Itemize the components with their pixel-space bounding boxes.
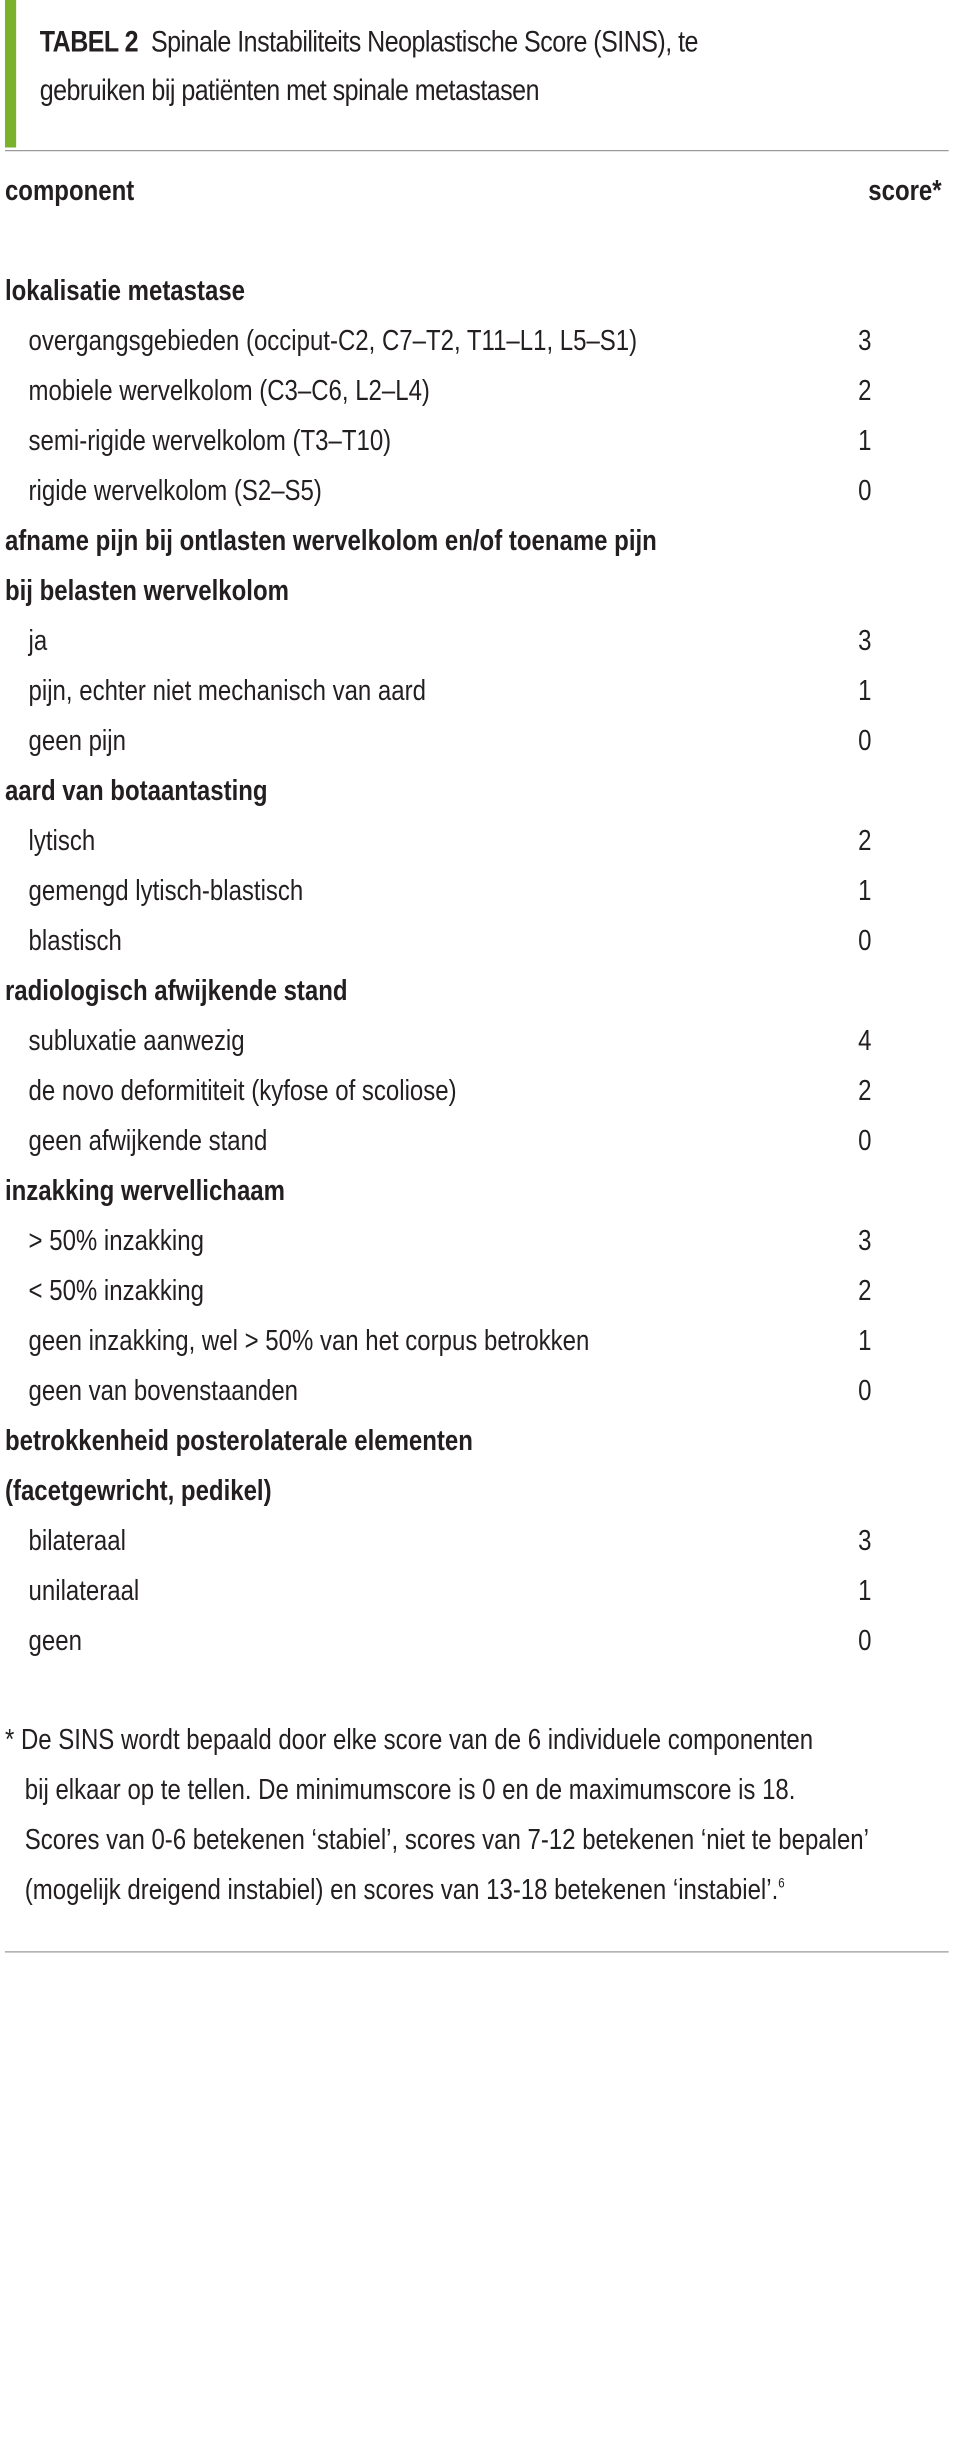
table-row xyxy=(5,815,949,865)
score-value: 1 xyxy=(858,1323,872,1357)
table-row xyxy=(5,315,949,365)
sins-table xyxy=(5,165,949,1665)
table-row xyxy=(5,365,949,415)
table-row xyxy=(5,915,949,965)
score-value: 1 xyxy=(858,873,872,907)
category-label: inzakking wervellichaam xyxy=(4,1173,285,1207)
title-line-2: gebruiken bij patiënten met spinale metastasen xyxy=(39,73,539,108)
component-label: geen afwijkende stand xyxy=(28,1123,268,1157)
table-title xyxy=(40,18,791,116)
score-value: 2 xyxy=(858,823,872,857)
category-row xyxy=(5,765,949,815)
component-label: unilateraal xyxy=(28,1573,140,1607)
table-row xyxy=(5,1265,949,1315)
score-value: 3 xyxy=(858,1223,872,1257)
score-value: 2 xyxy=(858,1273,872,1307)
component-label: > 50% inzakking xyxy=(28,1223,204,1257)
table-row xyxy=(5,465,949,515)
component-label: subluxatie aanwezig xyxy=(28,1023,245,1057)
accent-bar xyxy=(5,0,16,148)
component-label: < 50% inzakking xyxy=(28,1273,204,1307)
component-label: gemengd lytisch-blastisch xyxy=(28,873,304,907)
score-value: 0 xyxy=(858,1373,872,1407)
category-label: betrokkenheid posterolaterale elementen xyxy=(4,1423,473,1457)
component-label: semi-rigide wervelkolom (T3–T10) xyxy=(28,423,392,457)
component-label: de novo deformititeit (kyfose of scoliose) xyxy=(28,1073,457,1107)
component-label: geen xyxy=(28,1623,82,1657)
category-row xyxy=(5,965,949,1015)
category-row xyxy=(5,1465,949,1515)
category-row xyxy=(5,515,949,565)
reference-number: 6 xyxy=(778,1876,785,1892)
category-row xyxy=(5,1165,949,1215)
score-value: 1 xyxy=(858,1573,872,1607)
table-row xyxy=(5,865,949,915)
component-label: geen inzakking, wel > 50% van het corpus betrokken xyxy=(28,1323,590,1357)
table-number: TABEL 2 xyxy=(39,25,139,59)
score-value: 1 xyxy=(858,423,872,457)
footnote-line-2: bij elkaar op te tellen. De minimumscore is 0 en de maximumscore is 18. xyxy=(24,1772,796,1805)
footnote-line-4-text: (mogelijk dreigend instabiel) en scores van 13-18 betekenen ‘instabiel’. xyxy=(24,1872,779,1905)
component-label: mobiele wervelkolom (C3–C6, L2–L4) xyxy=(28,373,430,407)
footnote xyxy=(5,1714,949,1914)
table-body xyxy=(5,265,949,1665)
table-row xyxy=(5,1065,949,1115)
score-value: 3 xyxy=(858,323,872,357)
table-row xyxy=(5,1365,949,1415)
component-label: rigide wervelkolom (S2–S5) xyxy=(28,473,322,507)
category-label: lokalisatie metastase xyxy=(4,273,246,307)
score-value: 0 xyxy=(858,923,872,957)
table-row xyxy=(5,415,949,465)
component-label: geen van bovenstaanden xyxy=(28,1373,299,1407)
score-value: 2 xyxy=(858,373,872,407)
header-spacer xyxy=(5,215,949,265)
bottom-rule xyxy=(5,1951,949,1952)
top-rule xyxy=(5,150,949,151)
category-label: (facetgewricht, pedikel) xyxy=(4,1473,272,1507)
title-text-1: Spinale Instabiliteits Neoplastische Score (SINS), te xyxy=(150,25,698,59)
table-row xyxy=(5,1315,949,1365)
table-row xyxy=(5,1515,949,1565)
table-row xyxy=(5,665,949,715)
category-row xyxy=(5,265,949,315)
title-line-1 xyxy=(40,18,791,67)
column-header-score: score* xyxy=(867,173,942,207)
table-row xyxy=(5,615,949,665)
score-value: 0 xyxy=(858,1123,872,1157)
score-value: 1 xyxy=(858,673,872,707)
score-value: 0 xyxy=(858,723,872,757)
score-value: 2 xyxy=(858,1073,872,1107)
footnote-line-3: Scores van 0-6 betekenen ‘stabiel’, scores van 7-12 betekenen ‘niet te bepalen’ xyxy=(24,1822,869,1855)
table-caption xyxy=(0,0,954,148)
component-label: overgangsgebieden (occiput-C2, C7–T2, T11–L1, L5–S1) xyxy=(28,323,638,357)
table-row xyxy=(5,1565,949,1615)
score-value: 3 xyxy=(858,623,872,657)
category-row xyxy=(5,565,949,615)
component-label: lytisch xyxy=(28,823,96,857)
component-label: geen pijn xyxy=(28,723,126,757)
table-row xyxy=(5,1215,949,1265)
score-value: 0 xyxy=(858,1623,872,1657)
component-label: blastisch xyxy=(28,923,122,957)
table-row xyxy=(5,1015,949,1065)
table-row xyxy=(5,715,949,765)
table-header-row xyxy=(5,165,949,215)
score-value: 0 xyxy=(858,473,872,507)
table-row xyxy=(5,1115,949,1165)
column-header-component: component xyxy=(4,173,135,207)
category-label: radiologisch afwijkende stand xyxy=(4,973,348,1007)
component-label: pijn, echter niet mechanisch van aard xyxy=(28,673,426,707)
table-row xyxy=(5,1615,949,1665)
component-label: ja xyxy=(28,623,48,657)
score-value: 4 xyxy=(858,1023,872,1057)
category-label: afname pijn bij ontlasten wervelkolom en/of toename pijn xyxy=(4,523,657,557)
category-row xyxy=(5,1415,949,1465)
score-value: 3 xyxy=(858,1523,872,1557)
category-label: aard van botaantasting xyxy=(4,773,268,807)
footnote-line-1: * De SINS wordt bepaald door elke score van de 6 individuele componenten xyxy=(4,1722,814,1755)
category-label: bij belasten wervelkolom xyxy=(4,573,289,607)
footnote-line-4 xyxy=(5,1864,798,1914)
component-label: bilateraal xyxy=(28,1523,126,1557)
